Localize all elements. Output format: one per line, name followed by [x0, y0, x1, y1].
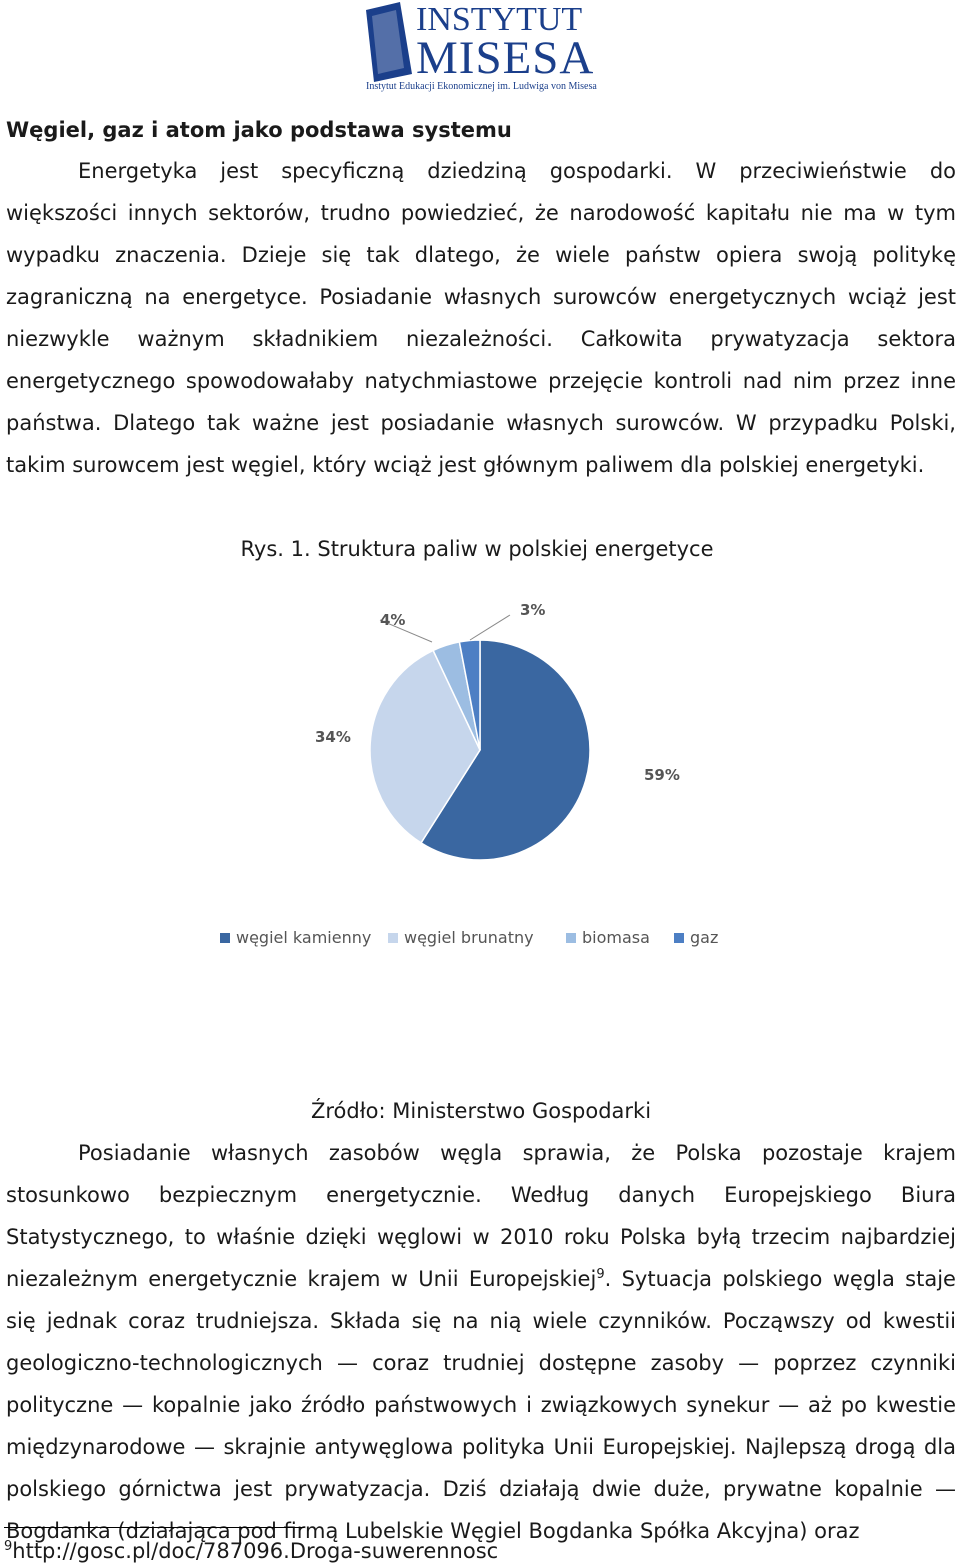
logo-title-line1: INSTYTUT	[416, 1, 583, 38]
legend-label-0: węgiel kamienny	[236, 928, 372, 947]
pie-data-label-3: 3%	[520, 601, 546, 619]
fuel-structure-pie-chart	[200, 590, 760, 970]
pie-data-label-0: 59%	[644, 766, 680, 784]
legend-swatch-1	[388, 933, 398, 943]
paragraph-2-text-start: Posiadanie własnych zasobów węgla sprawia, że Polska pozostaje krajem stosunkowo bezpiecznym energetycznie. Według danych Europejskiego Biura Statystycznego, to właśnie dzięki węglowi w 2010 roku Polska byłą trzecim najbardziej niezależnym energetycznie krajem w Unii Europejskiej	[6, 1141, 956, 1291]
paragraph-2	[6, 1132, 956, 1552]
pie-data-label-1: 34%	[315, 728, 351, 746]
leader-line-3	[470, 615, 510, 640]
footnote-ref[interactable]: 9	[596, 1267, 605, 1282]
legend-label-3: gaz	[690, 928, 719, 947]
institute-logo	[360, 2, 605, 94]
figure-caption-text: Rys. 1. Struktura paliw w polskiej energetyce	[240, 537, 714, 561]
footnote-number: 9	[4, 1539, 13, 1554]
paragraph-1-text: Energetyka jest specyficzną dziedziną gospodarki. W przeciwieństwie do większości innych sektorów, trudno powiedzieć, że narodowość kapitału nie ma w tym wypadku znaczenia. Dzieje się tak dlatego, że wiele państw opiera swoją politykę zagraniczną na energetyce. Posiadanie własnych surowców energetycznych wciąż jest niezwykle ważnym składnikiem niezależności. Całkowita prywatyzacja sektora energetycznego spowodowałaby natychmiastowe przejęcie kontroli nad nim przez inne państwa. Dlatego tak ważne jest posiadanie własnych surowców. W przypadku Polski, takim surowcem jest węgiel, który wciąż jest głównym paliwem dla polskiej energetyki.	[6, 159, 956, 477]
logo-title-line2: MISESA	[416, 32, 595, 84]
paragraph-1	[6, 150, 956, 486]
legend-swatch-0	[220, 933, 230, 943]
legend-label-2: biomasa	[582, 928, 650, 947]
footnote-link[interactable]: http://gosc.pl/doc/787096.Droga-suwerennosc	[12, 1539, 499, 1563]
legend-swatch-2	[566, 933, 576, 943]
logo-emblem-icon	[360, 2, 420, 82]
legend-swatch-3	[674, 933, 684, 943]
legend-label-1: węgiel brunatny	[404, 928, 534, 947]
figure-source: Źródło: Ministerstwo Gospodarki	[310, 1099, 652, 1123]
logo-subtitle: Instytut Edukacji Ekonomicznej im. Ludwiga von Misesa	[366, 81, 597, 92]
footnote	[4, 1537, 498, 1565]
footnote-divider	[4, 1527, 304, 1528]
paragraph-2-text-end: . Sytuacja polskiego węgla staje się jednak coraz trudniejsza. Składa się na nią wiele czynników. Począwszy od kwestii geologiczno-technologicznych — coraz trudniej dostępne zasoby — poprzez czynniki polityczne — kopalnie jako źródło państwowych i związkowych synekur — aż po kwestie międzynarodowe — skrajnie antywęglowa polityka Unii Europejskiej. Najlepszą drogą dla polskiego górnictwa jest prywatyzacja. Dziś działają dwie duże, prywatne kopalnie — Bogdanka (działająca pod firmą Lubelskie Węgiel Bogdanka Spółka Akcyjna) oraz	[6, 1267, 956, 1543]
pie-data-label-2: 4%	[380, 611, 406, 629]
section-heading: Węgiel, gaz i atom jako podstawa systemu	[6, 118, 512, 142]
figure-caption	[6, 528, 956, 570]
pie-chart-svg	[200, 590, 760, 970]
